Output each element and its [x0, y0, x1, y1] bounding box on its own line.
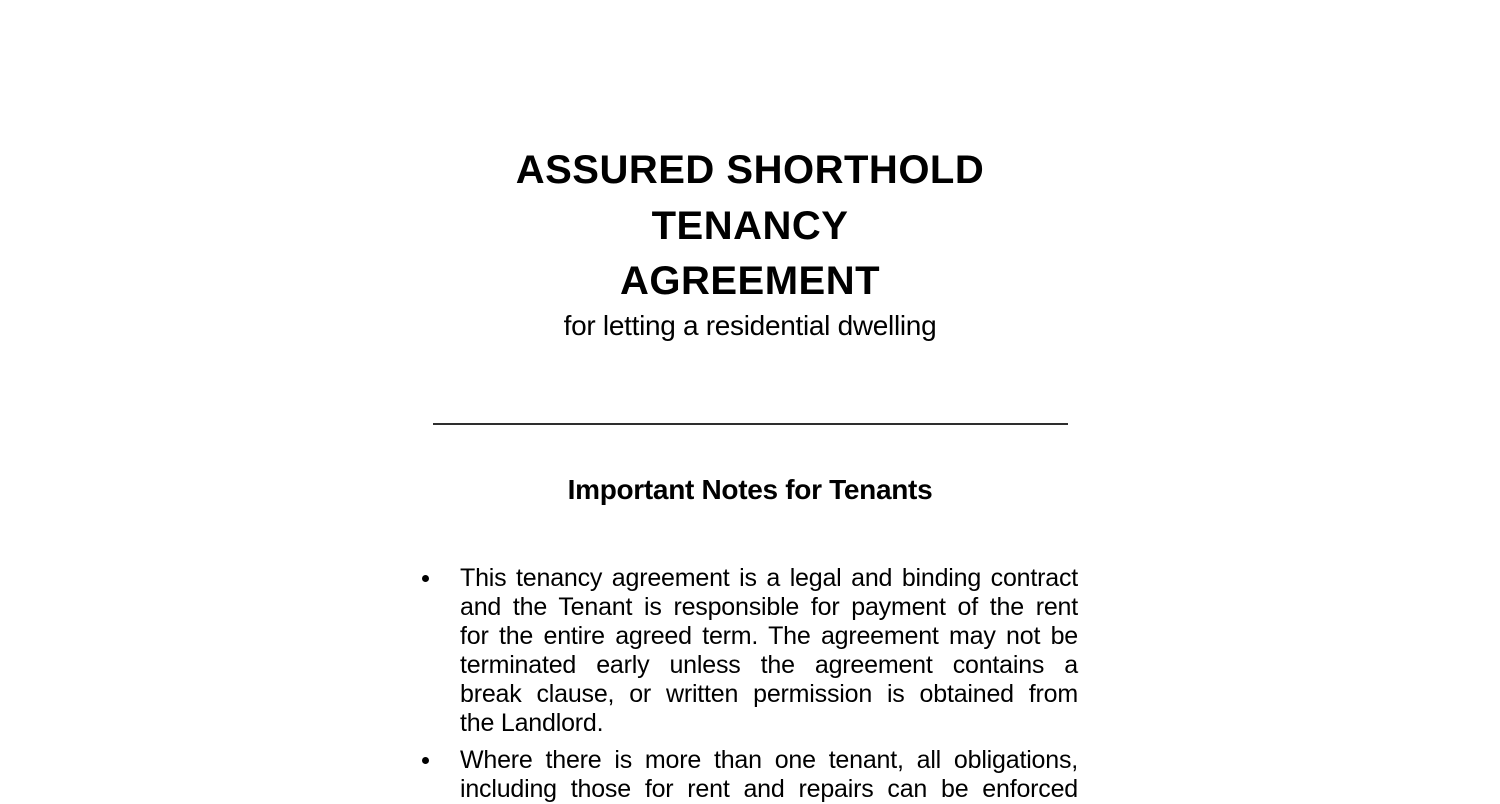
bullet-item	[419, 746, 1078, 804]
bullet-line: Where there is more than one tenant, all obligations,	[460, 746, 1078, 774]
divider-rule	[433, 423, 1068, 425]
bullet-line: break clause, or written permission is obtained from	[460, 680, 1078, 708]
document-title	[0, 143, 1500, 310]
title-line-3: AGREEMENT	[619, 259, 881, 303]
bullet-line: for the entire agreed term. The agreement may not be	[460, 622, 1078, 650]
bullet-line: and the Tenant is responsible for payment of the rent	[460, 593, 1078, 621]
bullet-line: including those for rent and repairs can be enforced	[460, 775, 1078, 803]
document-subtitle: for letting a residential dwelling	[563, 310, 937, 341]
title-line-2: TENANCY	[651, 203, 849, 248]
title-line-1: ASSURED SHORTHOLD	[515, 148, 985, 192]
bullet-text	[460, 746, 1078, 804]
bullet-line: terminated early unless the agreement contains a	[460, 651, 1078, 679]
bullet-dot-icon	[422, 757, 429, 764]
bullet-item	[419, 564, 1078, 738]
bullet-dot-icon	[422, 575, 429, 582]
bullet-text	[460, 564, 1078, 738]
bullet-line: This tenancy agreement is a legal and binding contract	[460, 564, 1078, 592]
bullet-line: the Landlord.	[460, 709, 604, 737]
section-heading: Important Notes for Tenants	[567, 474, 933, 505]
notes-bullet-list	[419, 564, 1078, 804]
